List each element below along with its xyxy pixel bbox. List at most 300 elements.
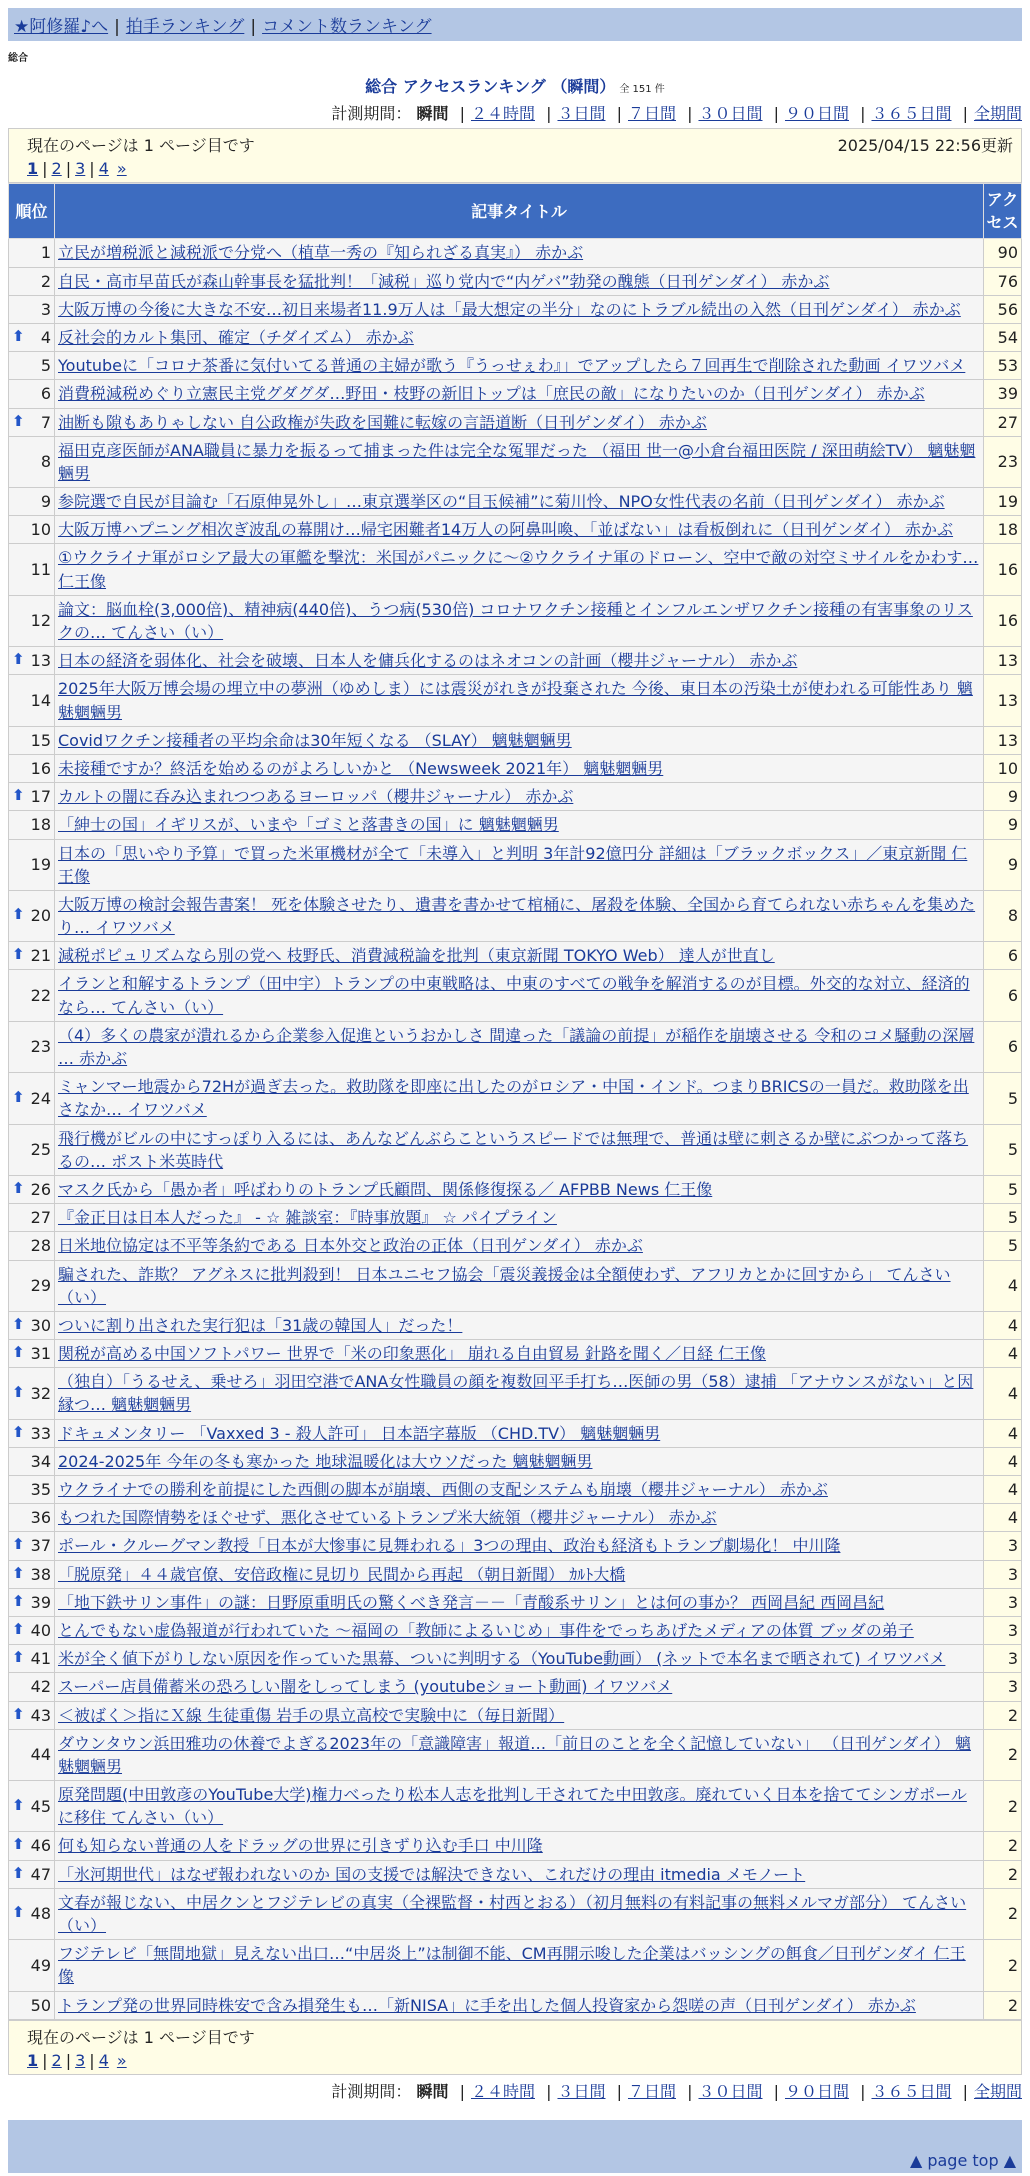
access-count: 39 [984, 380, 1022, 408]
rank-number: 12 [30, 611, 51, 631]
access-count: 27 [984, 408, 1022, 436]
access-count: 54 [984, 323, 1022, 351]
rank-number: 36 [30, 1508, 51, 1528]
title-cell [55, 1673, 984, 1701]
rank-up-arrow-icon: ⬆ [12, 905, 25, 924]
page-top-link[interactable]: ▲ page top ▲ [909, 2150, 1016, 2170]
article-link[interactable]: 「氷河期世代」はなぜ報われないのか 国の支援では解決できない、これだけの理由 itmedia メモノート [58, 1864, 806, 1884]
access-count: 4 [984, 1419, 1022, 1447]
rank-number: 5 [40, 356, 51, 376]
access-count: 16 [984, 544, 1022, 595]
table-row [9, 408, 1022, 436]
article-link[interactable]: ミャンマー地震から72Hが過ぎ去った。救助隊を即座に出したのがロシア・中国・インド。つまりBRICSの一員だ。救助隊を出さなか… イワツバメ [58, 1077, 969, 1120]
rank-cell [9, 1311, 55, 1339]
access-count: 2 [984, 1860, 1022, 1888]
title-cell [55, 544, 984, 595]
access-count: 9 [984, 811, 1022, 839]
rank-cell [9, 1560, 55, 1588]
table-row [9, 783, 1022, 811]
rank-up-arrow-icon: ⬆ [12, 1563, 25, 1582]
period-label: 計測期間： [331, 104, 412, 123]
rank-number: 33 [30, 1423, 51, 1443]
access-count: 18 [984, 516, 1022, 544]
title-cell [55, 1832, 984, 1860]
header-rank: 順位 [9, 184, 55, 239]
title-cell [55, 1940, 984, 1991]
rank-up-arrow-icon: ⬆ [12, 786, 25, 805]
rank-number: 29 [30, 1276, 51, 1296]
title-cell [55, 488, 984, 516]
article-link[interactable]: 「地下鉄サリン事件」の謎：日野原重明氏の驚くべき発言－－「青酸系サリン」とは何の事か？ 西岡昌紀 西岡昌紀 [58, 1592, 885, 1612]
period-link-90d[interactable]: ９０日間 [784, 2081, 849, 2101]
access-count: 5 [984, 1073, 1022, 1124]
table-row [9, 295, 1022, 323]
period-link-3d[interactable]: ３日間 [557, 104, 606, 123]
rank-number: 28 [30, 1236, 51, 1256]
title-cell [55, 1645, 984, 1673]
access-count: 13 [984, 647, 1022, 675]
rank-cell [9, 1340, 55, 1368]
title-cell [55, 839, 984, 890]
table-row [9, 380, 1022, 408]
table-row [9, 352, 1022, 380]
title-cell [55, 352, 984, 380]
title-cell [55, 1991, 984, 2019]
period-link-7d[interactable]: ７日間 [627, 2081, 676, 2101]
rank-cell [9, 380, 55, 408]
table-row [9, 1888, 1022, 1939]
rank-up-arrow-icon: ⬆ [12, 1704, 25, 1723]
table-row [9, 595, 1022, 646]
article-link[interactable]: カルトの闇に呑み込まれつつあるヨーロッパ（櫻井ジャーナル） 赤かぶ [58, 787, 574, 807]
rank-cell [9, 544, 55, 595]
rank-up-arrow-icon: ⬆ [12, 1648, 25, 1667]
table-header-row [9, 184, 1022, 239]
rank-number: 22 [30, 986, 51, 1006]
article-link[interactable]: 米が全く値下がりしない原因を作っていた黒幕、ついに判明する（YouTube動画） (ネットで本名まで晒されて) イワツバメ [58, 1649, 946, 1669]
table-row [9, 1832, 1022, 1860]
page-status-top [8, 128, 1022, 183]
rank-up-arrow-icon: ⬆ [12, 326, 25, 345]
table-row [9, 1340, 1022, 1368]
rank-cell [9, 1419, 55, 1447]
period-link-365d[interactable]: ３６５日間 [871, 104, 952, 123]
page-link-4[interactable]: 4 [98, 2050, 109, 2070]
access-count: 2 [984, 1991, 1022, 2019]
article-link[interactable]: 油断も隙もありゃしない 自公政権が失政を国難に転嫁の言語道断（日刊ゲンダイ） 赤かぶ [58, 412, 707, 432]
current-page-text-bottom: 現在のページは 1 ページ目です [27, 2027, 255, 2047]
rank-cell [9, 647, 55, 675]
table-row [9, 970, 1022, 1021]
rank-cell [9, 970, 55, 1021]
title-cell [55, 436, 984, 487]
period-link-30d[interactable]: ３０日間 [698, 2081, 763, 2101]
table-row [9, 1368, 1022, 1419]
rank-cell [9, 726, 55, 754]
period-link-7d[interactable]: ７日間 [627, 104, 676, 123]
period-link-365d[interactable]: ３６５日間 [871, 2081, 952, 2101]
article-link[interactable]: 参院選で自民が目論む「石原伸晃外し」…東京選挙区の“目玉候補”に菊川怜、NPO女性代表の名前（日刊ゲンダイ） 赤かぶ [58, 492, 945, 512]
title-cell [55, 1232, 984, 1260]
comment-ranking-link[interactable]: コメント数ランキング [262, 17, 432, 37]
rank-cell [9, 408, 55, 436]
table-row [9, 1504, 1022, 1532]
article-link[interactable]: 反社会的カルト集団、確定（チダイズム） 赤かぶ [58, 327, 414, 347]
rank-up-arrow-icon: ⬆ [12, 1619, 25, 1638]
header-title: 記事タイトル [55, 184, 984, 239]
table-row [9, 1588, 1022, 1616]
rank-number: 23 [30, 1037, 51, 1057]
access-count: 5 [984, 1175, 1022, 1203]
article-link[interactable]: 自民・高市早苗氏が森山幹事長を猛批判！「減税」巡り党内で“内ゲバ”勃発の醜態（日刊ゲンダイ） 赤かぶ [58, 271, 830, 291]
access-count: 9 [984, 783, 1022, 811]
rank-cell [9, 295, 55, 323]
rank-number: 45 [30, 1796, 51, 1816]
table-row [9, 1860, 1022, 1888]
table-row [9, 754, 1022, 782]
access-count: 3 [984, 1560, 1022, 1588]
article-link[interactable]: 消費税減税めぐり立憲民主党グダグダ…野田・枝野の新旧トップは「庶民の敵」になりたいのか（日刊ゲンダイ） 赤かぶ [58, 384, 925, 404]
article-link[interactable]: もつれた国際情勢をほぐせず、悪化させているトランプ米大統領（櫻井ジャーナル） 赤かぶ [58, 1508, 717, 1528]
rank-cell [9, 1888, 55, 1939]
article-link[interactable]: フジテレビ「無間地獄」見えない出口…“中居炎上”は制御不能、CM再開示唆した企業はバッシングの餌食／日刊ゲンダイ 仁王像 [58, 1944, 966, 1987]
article-link[interactable]: 2025年大阪万博会場の埋立中の夢洲（ゆめしま）には震災がれきが投棄された 今後、東日本の汚染土が使われる可能性あり 魑魅魍魎男 [58, 679, 973, 722]
article-link[interactable]: 文春が報じない、中居クンとフジテレビの真実（全裸監督・村西とおる）（初月無料の有料記事の無料メルマガ部分） てんさい（い） [58, 1892, 967, 1935]
article-link[interactable]: ダウンタウン浜田雅功の休養でよぎる2023年の「意識障害」報道…「前日のことを全く記憶していない」 （日刊ゲンダイ） 魑魅魍魎男 [58, 1733, 971, 1776]
rank-number: 42 [30, 1677, 51, 1697]
rank-cell [9, 1940, 55, 1991]
article-link[interactable]: 日本の「思いやり予算」で買った米軍機材が全て「未導入」と判明 3年計92億円分 詳細は「ブラックボックス」／東京新聞 仁王像 [58, 843, 968, 886]
article-link[interactable]: （独自）「うるせえ、乗せろ」羽田空港でANA女性職員の顔を複数回平手打ち…医師の男（58）逮捕 「アナウンスがない」と因縁つ… 魑魅魍魎男 [58, 1372, 974, 1415]
table-row [9, 267, 1022, 295]
access-count: 2 [984, 1781, 1022, 1832]
article-link[interactable]: 日米地位協定は不平等条約である 日本外交と政治の正体（日刊ゲンダイ） 赤かぶ [58, 1236, 643, 1256]
rank-cell [9, 239, 55, 267]
article-link[interactable]: 福田克彦医師がANA職員に暴力を振るって捕まった件は完全な冤罪だった （福田 世一@小倉台福田医院 / 深田萌絵TV） 魑魅魍魎男 [58, 440, 976, 483]
rank-cell [9, 1645, 55, 1673]
article-link[interactable]: マスク氏から「愚か者」呼ばわりのトランプ氏顧問、関係修復探る／ AFPBB News 仁王像 [58, 1179, 713, 1199]
page-link-next[interactable]: » [116, 159, 127, 178]
page-link-current[interactable]: 1 [27, 159, 39, 178]
table-row [9, 1124, 1022, 1175]
article-link[interactable]: 大阪万博ハプニング相次ぎ波乱の幕開け…帰宅困難者14万人の阿鼻叫喚、「並ばない」は看板倒れに（日刊ゲンダイ） 赤かぶ [58, 520, 954, 540]
article-link[interactable]: イランと和解するトランプ（田中宇）トランプの中東戦略は、中東のすべての戦争を解消するのが目標。外交的な対立、経済的なら… てんさい（い） [58, 974, 970, 1017]
rank-cell [9, 783, 55, 811]
home-link[interactable]: ★阿修羅♪へ [14, 17, 109, 37]
rank-cell [9, 1073, 55, 1124]
access-count: 2 [984, 1888, 1022, 1939]
article-link[interactable]: 論文：脳血栓(3,000倍)、精神病(440倍)、うつ病(530倍) コロナワクチン接種とインフルエンザワクチン接種の有害事象のリスクの… てんさい（い） [58, 599, 973, 642]
rank-cell [9, 1368, 55, 1419]
title-cell [55, 595, 984, 646]
rank-cell [9, 1232, 55, 1260]
article-link[interactable]: 2024-2025年 今年の冬も寒かった 地球温暖化は大ウソだった 魑魅魍魎男 [58, 1451, 593, 1471]
access-count: 4 [984, 1447, 1022, 1475]
rank-number: 32 [30, 1383, 51, 1403]
rank-cell [9, 1673, 55, 1701]
table-row [9, 1616, 1022, 1644]
period-link-30d[interactable]: ３０日間 [698, 104, 763, 123]
article-link[interactable]: ドキュメンタリー 「Vaxxed 3 - 殺人許可」 日本語字幕版 （CHD.TV） 魑魅魍魎男 [58, 1423, 661, 1443]
article-link[interactable]: 未接種ですか？終活を始めるのがよろしいかと （Newsweek 2021年） 魑魅魍魎男 [58, 758, 664, 778]
title-cell [55, 1504, 984, 1532]
rank-number: 3 [40, 299, 51, 319]
rank-cell [9, 1175, 55, 1203]
rank-cell [9, 1021, 55, 1072]
rank-number: 39 [30, 1592, 51, 1612]
rank-number: 41 [30, 1649, 51, 1669]
page-top-bar [8, 2148, 1022, 2173]
rank-number: 19 [30, 855, 51, 875]
rank-number: 24 [30, 1088, 51, 1108]
page-link-2[interactable]: 2 [51, 2050, 62, 2070]
rank-cell [9, 1701, 55, 1729]
title-cell [55, 1860, 984, 1888]
article-link[interactable]: （4）多くの農家が潰れるから企業参入促進というおかしさ 間違った「議論の前提」が稲作を崩壊させる 令和のコメ騒動の深層 … 赤かぶ [58, 1025, 975, 1068]
access-count: 5 [984, 1232, 1022, 1260]
table-row [9, 1419, 1022, 1447]
article-link[interactable]: 何も知らない普通の人をドラッグの世界に引きずり込む手口 中川隆 [58, 1836, 543, 1856]
page-link-3[interactable]: 3 [75, 2050, 86, 2070]
page-link-2[interactable]: 2 [51, 159, 62, 178]
access-count: 6 [984, 970, 1022, 1021]
title-cell [55, 1588, 984, 1616]
title-cell [55, 239, 984, 267]
rank-number: 14 [30, 690, 51, 710]
access-count: 2 [984, 1701, 1022, 1729]
access-count: 2 [984, 1832, 1022, 1860]
page-status-bottom [8, 2020, 1022, 2075]
article-link[interactable]: 騙された、詐欺？ アグネスに批判殺到！ 日本ユニセフ協会「震災義援金は全額使わず、アフリカとかに回すから」 てんさい（い） [58, 1264, 951, 1307]
article-link[interactable]: Covidワクチン接種者の平均余命は30年短くなる （SLAY） 魑魅魍魎男 [58, 730, 572, 750]
title-cell [55, 1368, 984, 1419]
title-cell [55, 1781, 984, 1832]
access-count: 8 [984, 890, 1022, 941]
access-count: 5 [984, 1124, 1022, 1175]
rank-number: 26 [30, 1179, 51, 1199]
rank-number: 11 [30, 560, 51, 580]
title-cell [55, 380, 984, 408]
clap-ranking-link[interactable]: 拍手ランキング [125, 17, 245, 37]
rank-cell [9, 1204, 55, 1232]
rank-up-arrow-icon: ⬆ [12, 1835, 25, 1854]
rank-cell [9, 1260, 55, 1311]
title-cell [55, 726, 984, 754]
rank-up-arrow-icon: ⬆ [12, 1382, 25, 1401]
header-count: アクセス [984, 184, 1022, 239]
period-link-all[interactable]: 全期間 [973, 2081, 1022, 2101]
rank-number: 44 [30, 1745, 51, 1765]
article-link[interactable]: 「脱原発」４４歳官僚、安倍政権に見切り 民間から再起 （朝日新聞） ｶﾙﾄ大橋 [58, 1564, 626, 1584]
title-cell [55, 1447, 984, 1475]
rank-cell [9, 1729, 55, 1780]
page-link-4[interactable]: 4 [98, 159, 109, 178]
page-link-current[interactable]: 1 [27, 2050, 39, 2070]
rank-cell [9, 890, 55, 941]
rank-cell [9, 811, 55, 839]
title-cell [55, 408, 984, 436]
title-cell [55, 811, 984, 839]
access-count: 10 [984, 754, 1022, 782]
article-link[interactable]: 大阪万博の検討会報告書案！ 死を体験させたり、遺書を書かせて棺桶に、屠殺を体験、全国から育てられない赤ちゃんを集めたり… イワツバメ [58, 894, 976, 938]
article-link[interactable]: 「紳士の国」イギリスが、いまや「ゴミと落書きの国」に 魑魅魍魎男 [58, 815, 559, 835]
period-selector-top: 計測期間： 瞬間 | ２４時間 | ３日間 | ７日間 | ３０日間 | ９０日間 | ３６５日間 | 全期間 [331, 104, 1022, 123]
access-count: 3 [984, 1532, 1022, 1560]
article-link[interactable]: トランプ発の世界同時株安で含み損発生も…「新NISA」に手を出した個人投資家から怨嗟の声（日刊ゲンダイ） 赤かぶ [58, 1995, 916, 2015]
table-row [9, 811, 1022, 839]
pagination-bottom: 1 | 2 | 3 | 4 » [27, 2050, 127, 2070]
period-link-3d[interactable]: ３日間 [557, 2081, 606, 2101]
rank-up-arrow-icon: ⬆ [12, 1535, 25, 1554]
title-cell [55, 1560, 984, 1588]
table-row [9, 1701, 1022, 1729]
page-link-next[interactable]: » [116, 2050, 127, 2070]
access-count: 6 [984, 1021, 1022, 1072]
article-link[interactable]: 飛行機がビルの中にすっぽり入るには、あんなどんぶらこというスピードでは無理で、普通は壁に刺さるか壁にぶつかって落ちるの… ポスト米英時代 [58, 1128, 969, 1171]
period-link-24h[interactable]: ２４時間 [470, 104, 535, 123]
access-count: 2 [984, 1940, 1022, 1991]
table-row [9, 890, 1022, 941]
rank-number: 13 [30, 651, 51, 671]
article-link[interactable]: 減税ポピュリズムなら別の党へ 枝野氏、消費減税論を批判（東京新聞 TOKYO Web） 達人が世直し [58, 946, 775, 966]
article-link[interactable]: ついに割り出された実行犯は「31歳の韓国人」だった！ [58, 1315, 463, 1335]
title-cell [55, 1175, 984, 1203]
rank-up-arrow-icon: ⬆ [12, 1903, 25, 1922]
article-link[interactable]: Youtubeに「コロナ茶番に気付いてる普通の主婦が歌う『うっせぇわ』」でアップしたら７回再生で削除された動画 イワツバメ [58, 356, 966, 376]
article-link[interactable]: とんでもない虚偽報道が行われていた ～福岡の「教師によるいじめ」事件をでっちあげたメディアの体質 ブッダの弟子 [58, 1620, 914, 1640]
title-cell [55, 647, 984, 675]
article-link[interactable]: 立民が増税派と減税派で分党へ（植草一秀の『知られざる真実』） 赤かぶ [58, 243, 584, 263]
rank-number: 10 [30, 520, 51, 540]
access-count: 3 [984, 1588, 1022, 1616]
ranking-table [8, 183, 1022, 2020]
rank-number: 1 [40, 243, 51, 263]
rank-number: 30 [30, 1315, 51, 1335]
title-cell [55, 516, 984, 544]
table-row [9, 436, 1022, 487]
title-cell [55, 267, 984, 295]
rank-cell [9, 675, 55, 726]
total-count: 全 151 件 [619, 84, 665, 95]
table-row [9, 1991, 1022, 2019]
rank-number: 18 [30, 815, 51, 835]
rank-number: 16 [30, 758, 51, 778]
access-count: 56 [984, 295, 1022, 323]
rank-up-arrow-icon: ⬆ [12, 411, 25, 430]
rank-cell [9, 267, 55, 295]
table-row [9, 675, 1022, 726]
table-row [9, 323, 1022, 351]
page-title [0, 74, 1030, 97]
article-link[interactable]: ＜被ばく＞指にＸ線 生徒重傷 岩手の県立高校で実験中に（毎日新聞） [58, 1705, 565, 1725]
rank-cell [9, 1991, 55, 2019]
article-link[interactable]: 原発問題(中田敦彦のYouTube大学)権力べったり松本人志を批判し干されてた中田敦彦。廃れていく日本を捨ててシンガポールに移住 てんさい（い） [58, 1785, 967, 1828]
rank-up-arrow-icon: ⬆ [12, 1863, 25, 1882]
article-link[interactable]: 大阪万博の今後に大きな不安…初日来場者11.9万人は「最大想定の半分」なのにトラブル続出の入然（日刊ゲンダイ） 赤かぶ [58, 299, 961, 319]
access-count: 3 [984, 1645, 1022, 1673]
access-count: 3 [984, 1673, 1022, 1701]
access-count: 2 [984, 1729, 1022, 1780]
access-count: 6 [984, 942, 1022, 970]
period-link-all[interactable]: 全期間 [973, 104, 1022, 123]
rank-up-arrow-icon: ⬆ [12, 1422, 25, 1441]
access-count: 13 [984, 675, 1022, 726]
table-row [9, 1645, 1022, 1673]
access-count: 4 [984, 1260, 1022, 1311]
page-title-text: 総合 アクセスランキング （瞬間） [365, 77, 616, 96]
access-count: 16 [984, 595, 1022, 646]
table-row [9, 1175, 1022, 1203]
title-cell [55, 1021, 984, 1072]
page-link-3[interactable]: 3 [75, 159, 86, 178]
article-link[interactable]: ①ウクライナ軍がロシア最大の軍艦を撃沈：米国がパニックに～②ウクライナ軍のドローン、空中で敵の対空ミサイルをかわす… 仁王像 [58, 548, 979, 591]
title-cell [55, 1124, 984, 1175]
table-row [9, 942, 1022, 970]
table-row [9, 1560, 1022, 1588]
access-count: 13 [984, 726, 1022, 754]
article-link[interactable]: 関税が高める中国ソフトパワー 世界で「米の印象悪化」 崩れる自由貿易 針路を聞く／日経 仁王像 [58, 1344, 767, 1364]
article-link[interactable]: 日本の経済を弱体化、社会を破壊、日本人を傭兵化するのはネオコンの計画（櫻井ジャーナル） 赤かぶ [58, 651, 798, 671]
rank-cell [9, 1504, 55, 1532]
rank-number: 50 [30, 1995, 51, 2015]
table-row [9, 1260, 1022, 1311]
access-count: 4 [984, 1340, 1022, 1368]
breadcrumb: 総合 [8, 53, 28, 64]
rank-number: 43 [30, 1705, 51, 1725]
pagination-top: 1 | 2 | 3 | 4 » [27, 159, 127, 178]
access-count: 9 [984, 839, 1022, 890]
rank-number: 7 [40, 412, 51, 432]
article-link[interactable]: ウクライナでの勝利を前提にした西側の脚本が崩壊、西側の支配システムも崩壊（櫻井ジャーナル） 赤かぶ [58, 1480, 828, 1499]
table-row [9, 839, 1022, 890]
footer-bar [8, 2120, 1022, 2148]
table-row [9, 1447, 1022, 1475]
table-row [9, 488, 1022, 516]
rank-number: 25 [30, 1140, 51, 1160]
period-label: 計測期間： [331, 2081, 412, 2101]
title-cell [55, 1888, 984, 1939]
rank-cell [9, 1781, 55, 1832]
title-cell [55, 323, 984, 351]
access-count: 19 [984, 488, 1022, 516]
rank-up-arrow-icon: ⬆ [12, 1314, 25, 1333]
table-row [9, 1073, 1022, 1124]
rank-cell [9, 1124, 55, 1175]
rank-number: 40 [30, 1620, 51, 1640]
table-row [9, 1673, 1022, 1701]
access-count: 23 [984, 436, 1022, 487]
period-selector-bottom: 計測期間： 瞬間 | ２４時間 | ３日間 | ７日間 | ３０日間 | ９０日間 | ３６５日間 | 全期間 [331, 2081, 1022, 2101]
period-current: 瞬間 [416, 2081, 449, 2101]
rank-cell [9, 436, 55, 487]
article-link[interactable]: ポール・クルーグマン教授「日本が大惨事に見舞われる」3つの理由、政治も経済もトランプ劇場化！ 中川隆 [58, 1536, 841, 1556]
rank-cell [9, 839, 55, 890]
title-cell [55, 1340, 984, 1368]
title-cell [55, 942, 984, 970]
title-cell [55, 970, 984, 1021]
article-link[interactable]: スーパー店員備蓄米の恐ろしい闇をしってしまう (youtubeショート動画) イワツバメ [58, 1677, 673, 1697]
table-row [9, 726, 1022, 754]
title-cell [55, 1616, 984, 1644]
period-link-90d[interactable]: ９０日間 [784, 104, 849, 123]
article-link[interactable]: 『金正日は日本人だった』 - ☆ 雑談室：『時事放題』 ☆ パイプライン [58, 1208, 557, 1228]
rank-cell [9, 516, 55, 544]
rank-up-arrow-icon: ⬆ [12, 1087, 25, 1106]
rank-cell [9, 1616, 55, 1644]
rank-number: 35 [30, 1480, 51, 1499]
period-link-24h[interactable]: ２４時間 [470, 2081, 535, 2101]
title-cell [55, 1729, 984, 1780]
